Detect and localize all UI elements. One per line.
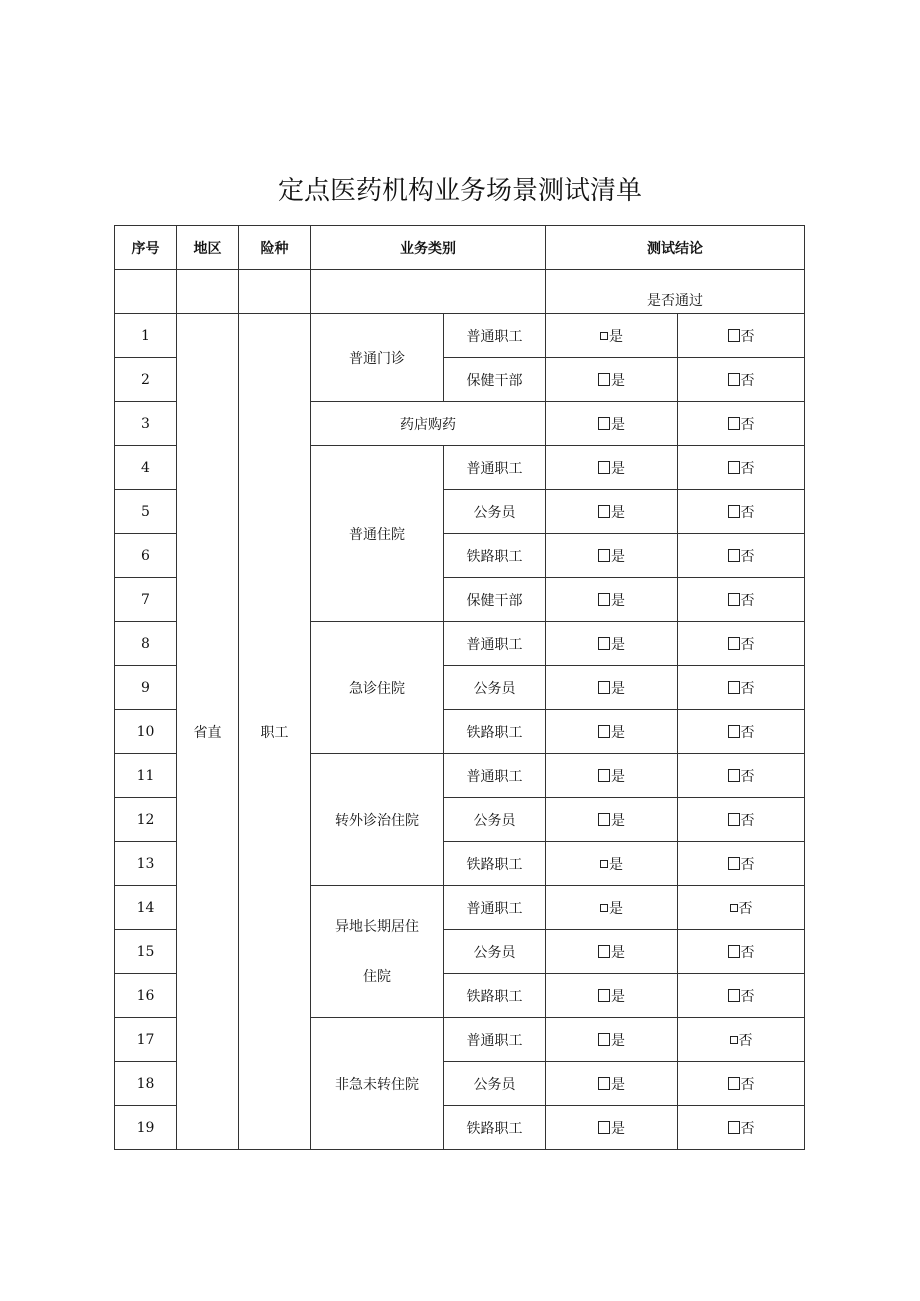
personnel-type: 普通职工 [444, 314, 546, 358]
checkbox-icon[interactable] [728, 461, 740, 474]
no-label: 否 [740, 944, 755, 961]
yes-label: 是 [611, 460, 625, 477]
yes-label: 是 [611, 548, 625, 565]
yes-option[interactable] [546, 666, 678, 710]
row-number: 10 [115, 710, 177, 754]
checkbox-icon[interactable] [598, 637, 610, 650]
personnel-type: 保健干部 [444, 358, 546, 402]
yes-label: 是 [611, 680, 625, 697]
checkbox-icon[interactable] [600, 860, 608, 868]
yes-label: 是 [609, 328, 623, 345]
no-label: 否 [740, 988, 755, 1005]
no-option[interactable] [678, 1018, 805, 1062]
row-number: 2 [115, 358, 177, 402]
personnel-type: 普通职工 [444, 1018, 546, 1062]
no-label: 否 [740, 812, 755, 829]
checkbox-icon[interactable] [598, 725, 610, 738]
checkbox-icon[interactable] [730, 1036, 738, 1044]
row-number: 18 [115, 1062, 177, 1106]
row-number: 9 [115, 666, 177, 710]
personnel-type: 公务员 [444, 666, 546, 710]
checkbox-icon[interactable] [728, 945, 740, 958]
row-number: 5 [115, 490, 177, 534]
row-number: 16 [115, 974, 177, 1018]
checkbox-icon[interactable] [598, 593, 610, 606]
checkbox-icon[interactable] [598, 549, 610, 562]
category-label-line: 急诊住院 [349, 680, 405, 697]
category-label-line: 住院 [363, 968, 391, 985]
personnel-type: 公务员 [444, 490, 546, 534]
category-label-line: 异地长期居住 [335, 918, 419, 935]
row-number: 4 [115, 446, 177, 490]
header-blank [177, 270, 239, 314]
personnel-type: 普通职工 [444, 886, 546, 930]
yes-label: 是 [611, 724, 625, 741]
no-option[interactable] [678, 358, 805, 402]
checkbox-icon[interactable] [728, 373, 740, 386]
checkbox-icon[interactable] [728, 637, 740, 650]
yes-option[interactable] [546, 490, 678, 534]
no-option[interactable] [678, 402, 805, 446]
no-label: 否 [740, 460, 755, 477]
header-insurance: 险种 [239, 226, 311, 270]
no-option[interactable] [678, 666, 805, 710]
checkbox-icon[interactable] [598, 417, 610, 430]
no-label: 否 [740, 856, 755, 873]
no-option[interactable] [678, 710, 805, 754]
checkbox-icon[interactable] [598, 769, 610, 782]
business-category [311, 622, 444, 754]
checkbox-icon[interactable] [598, 945, 610, 958]
header-conclusion: 测试结论 [546, 226, 805, 270]
table-row [115, 314, 805, 358]
no-label: 否 [740, 416, 755, 433]
yes-option[interactable] [546, 754, 678, 798]
personnel-type: 铁路职工 [444, 974, 546, 1018]
checkbox-icon[interactable] [728, 505, 740, 518]
yes-option[interactable] [546, 1106, 678, 1150]
personnel-type: 铁路职工 [444, 534, 546, 578]
personnel-type: 保健干部 [444, 578, 546, 622]
checkbox-icon[interactable] [728, 1121, 740, 1134]
checkbox-icon[interactable] [598, 813, 610, 826]
yes-option[interactable] [546, 930, 678, 974]
no-option[interactable] [678, 930, 805, 974]
no-label: 否 [740, 724, 755, 741]
yes-label: 是 [611, 1076, 625, 1093]
yes-option[interactable] [546, 798, 678, 842]
no-label: 否 [740, 592, 755, 609]
checkbox-icon[interactable] [598, 1077, 610, 1090]
no-label: 否 [740, 548, 755, 565]
checkbox-icon[interactable] [598, 1121, 610, 1134]
row-number: 11 [115, 754, 177, 798]
header-blank [239, 270, 311, 314]
personnel-type: 公务员 [444, 930, 546, 974]
yes-label: 是 [611, 768, 625, 785]
personnel-type: 铁路职工 [444, 1106, 546, 1150]
yes-label: 是 [611, 988, 625, 1005]
no-option[interactable] [678, 754, 805, 798]
personnel-type: 公务员 [444, 1062, 546, 1106]
no-option[interactable] [678, 578, 805, 622]
checkbox-icon[interactable] [728, 417, 740, 430]
no-label: 否 [740, 372, 755, 389]
no-label: 否 [738, 900, 753, 917]
category-label-line: 普通住院 [349, 526, 405, 543]
category-label-line: 非急未转住院 [335, 1076, 419, 1093]
row-number: 12 [115, 798, 177, 842]
test-checklist-table [114, 225, 805, 1150]
yes-option[interactable] [546, 710, 678, 754]
personnel-type: 铁路职工 [444, 842, 546, 886]
yes-label: 是 [611, 1032, 625, 1049]
checkbox-icon[interactable] [598, 461, 610, 474]
yes-option[interactable] [546, 578, 678, 622]
yes-label: 是 [611, 1120, 625, 1137]
yes-label: 是 [611, 812, 625, 829]
row-number: 3 [115, 402, 177, 446]
page-title: 定点医药机构业务场景测试清单 [277, 176, 642, 206]
checkbox-icon[interactable] [598, 681, 610, 694]
checkbox-icon[interactable] [598, 989, 610, 1002]
no-label: 否 [740, 768, 755, 785]
yes-option[interactable] [546, 314, 678, 358]
header-category: 业务类别 [311, 226, 546, 270]
personnel-type: 铁路职工 [444, 710, 546, 754]
yes-option[interactable] [546, 886, 678, 930]
category-label-line: 普通门诊 [349, 350, 405, 367]
region-cell: 省直 [177, 314, 239, 1150]
no-label: 否 [740, 328, 755, 345]
personnel-type: 普通职工 [444, 446, 546, 490]
personnel-type: 普通职工 [444, 622, 546, 666]
checkbox-icon[interactable] [728, 681, 740, 694]
personnel-type: 公务员 [444, 798, 546, 842]
category-label-line: 转外诊治住院 [335, 812, 419, 829]
yes-label: 是 [611, 636, 625, 653]
personnel-type: 普通职工 [444, 754, 546, 798]
header-passed: 是否通过 [546, 270, 805, 314]
checkbox-icon[interactable] [728, 857, 740, 870]
no-option[interactable] [678, 534, 805, 578]
no-label: 否 [738, 1032, 753, 1049]
checkbox-icon[interactable] [728, 593, 740, 606]
checkbox-icon[interactable] [728, 989, 740, 1002]
header-region: 地区 [177, 226, 239, 270]
no-option[interactable] [678, 842, 805, 886]
row-number: 14 [115, 886, 177, 930]
yes-label: 是 [609, 900, 623, 917]
yes-option[interactable] [546, 534, 678, 578]
yes-label: 是 [611, 416, 625, 433]
row-number: 13 [115, 842, 177, 886]
business-category [311, 754, 444, 886]
checkbox-icon[interactable] [728, 813, 740, 826]
row-number: 15 [115, 930, 177, 974]
yes-option[interactable] [546, 1062, 678, 1106]
checkbox-icon[interactable] [728, 549, 740, 562]
yes-option[interactable] [546, 974, 678, 1018]
no-label: 否 [740, 636, 755, 653]
no-label: 否 [740, 1120, 755, 1137]
yes-label: 是 [609, 856, 623, 873]
row-number: 19 [115, 1106, 177, 1150]
checkbox-icon[interactable] [728, 1077, 740, 1090]
yes-option[interactable] [546, 622, 678, 666]
no-option[interactable] [678, 974, 805, 1018]
no-label: 否 [740, 1076, 755, 1093]
header-seq: 序号 [115, 226, 177, 270]
business-category [311, 314, 444, 402]
yes-label: 是 [611, 944, 625, 961]
checkbox-icon[interactable] [728, 725, 740, 738]
checkbox-icon[interactable] [730, 904, 738, 912]
business-category [311, 446, 444, 622]
checkbox-icon[interactable] [598, 373, 610, 386]
header-blank [115, 270, 177, 314]
yes-label: 是 [611, 504, 625, 521]
checkbox-icon[interactable] [728, 329, 740, 342]
row-number: 1 [115, 314, 177, 358]
row-number: 8 [115, 622, 177, 666]
no-label: 否 [740, 680, 755, 697]
yes-label: 是 [611, 592, 625, 609]
insurance-cell: 职工 [239, 314, 311, 1150]
no-option[interactable] [678, 1106, 805, 1150]
row-number: 7 [115, 578, 177, 622]
no-option[interactable] [678, 314, 805, 358]
yes-option[interactable] [546, 446, 678, 490]
business-category [311, 1018, 444, 1150]
yes-option[interactable] [546, 402, 678, 446]
row-number: 6 [115, 534, 177, 578]
no-option[interactable] [678, 446, 805, 490]
row-number: 17 [115, 1018, 177, 1062]
yes-label: 是 [611, 372, 625, 389]
no-label: 否 [740, 504, 755, 521]
no-option[interactable] [678, 490, 805, 534]
header-blank [311, 270, 546, 314]
business-category: 药店购药 [311, 402, 546, 446]
checkbox-icon[interactable] [600, 904, 608, 912]
business-category [311, 886, 444, 1018]
yes-option[interactable] [546, 1018, 678, 1062]
no-option[interactable] [678, 1062, 805, 1106]
no-option[interactable] [678, 622, 805, 666]
no-option[interactable] [678, 886, 805, 930]
yes-option[interactable] [546, 842, 678, 886]
checkbox-icon[interactable] [728, 769, 740, 782]
checkbox-icon[interactable] [598, 1033, 610, 1046]
checkbox-icon[interactable] [600, 332, 608, 340]
no-option[interactable] [678, 798, 805, 842]
yes-option[interactable] [546, 358, 678, 402]
checkbox-icon[interactable] [598, 505, 610, 518]
